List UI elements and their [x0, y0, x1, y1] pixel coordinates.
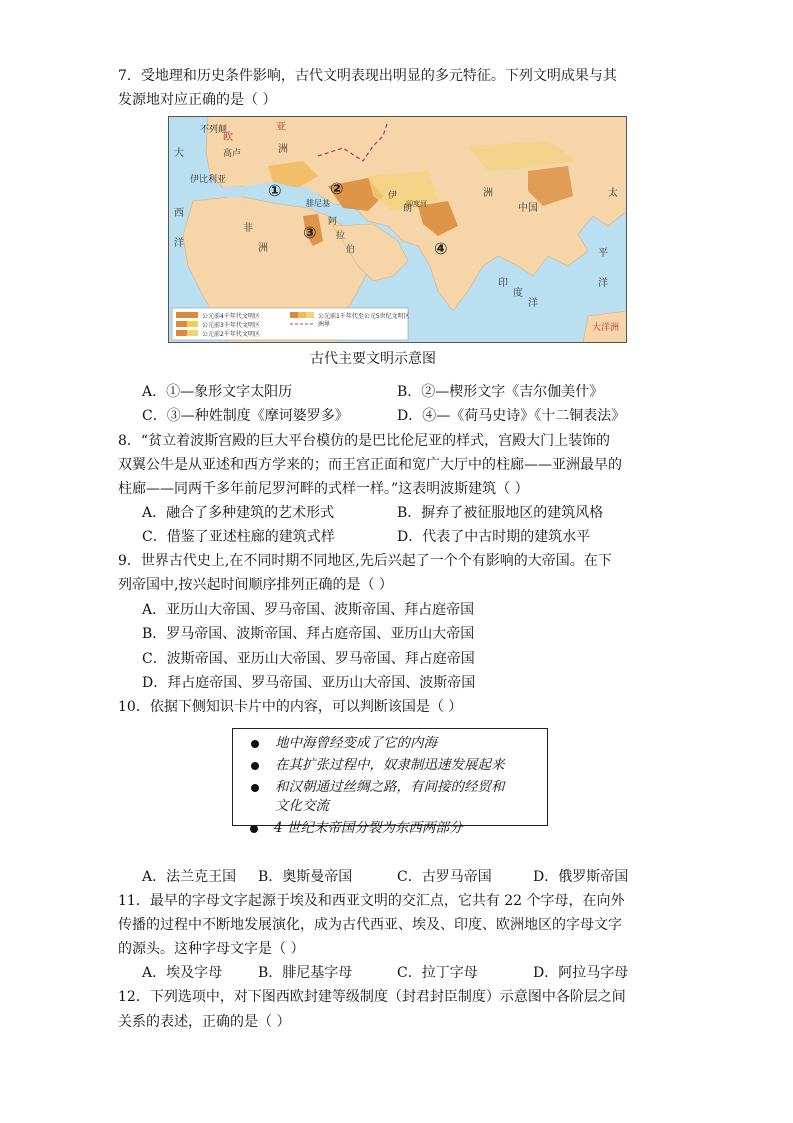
q12-stem-line1: 12．下列选项中，对下图西欧封建等级制度（封君封臣制度）示意图中各阶层之间: [118, 989, 626, 1005]
q10-stem: 10．依据下侧知识卡片中的内容，可以判断该国是（ ）: [118, 699, 463, 715]
legend-swatch-4k: [176, 312, 198, 318]
map-label-buliedian: 不列颠: [200, 125, 228, 135]
map-label-yibiliya: 伊比利亚: [190, 175, 227, 185]
q10-option-a[interactable]: A．法兰克王国: [142, 869, 237, 885]
legend-swatch-1k: [306, 312, 314, 318]
legend-label-2k: 公元前2千年代文明区: [202, 331, 260, 338]
card-item-3-cont: 文化交流: [275, 798, 329, 814]
q7-stem-line1: 7．受地理和历史条件影响，古代文明表现出明显的多元特征。下列文明成果与其: [118, 68, 617, 84]
q8-option-a[interactable]: A．融合了多种建筑的艺术形式: [142, 505, 335, 521]
q8-option-b[interactable]: B．摒弃了被征服地区的建筑风格: [397, 505, 604, 521]
map-label-europe1: 欧: [223, 132, 233, 143]
map-label-taipingyang1: 太: [608, 188, 618, 199]
q8-stem-line3: 柱廊——同两千多年前尼罗河畔的式样一样。”这表明波斯建筑（ ）: [118, 481, 529, 497]
legend-swatch-3k: [187, 321, 198, 327]
q9-option-a[interactable]: A．亚历山大帝国、罗马帝国、波斯帝国、拜占庭帝国: [142, 602, 475, 618]
q10-option-d[interactable]: D．俄罗斯帝国: [533, 869, 629, 885]
q11-stem-line2: 传播的过程中不断地发展演化，成为古代西亚、埃及、印度、欧洲地区的字母文字: [118, 917, 622, 933]
bullet-icon: [251, 784, 259, 792]
map-label-yilang: 伊: [388, 191, 398, 201]
q9-option-c[interactable]: C．波斯帝国、亚历山大帝国、罗马帝国、拜占庭帝国: [142, 651, 475, 667]
bullet-icon: [250, 825, 258, 833]
q9-option-b[interactable]: B．罗马帝国、波斯帝国、拜占庭帝国、亚历山大帝国: [142, 626, 475, 642]
map-label-a: 阿: [328, 217, 338, 227]
q10-option-c[interactable]: C．古罗马帝国: [397, 869, 492, 885]
q11-option-b[interactable]: B．腓尼基字母: [258, 965, 353, 981]
map-label-yindu2: 度: [513, 288, 523, 299]
map-legend: [172, 308, 410, 340]
map-label-daxiyang3: 洋: [174, 238, 184, 249]
q10-option-b[interactable]: B．奥斯曼帝国: [258, 869, 353, 885]
q11-option-c[interactable]: C．拉丁字母: [397, 965, 478, 981]
legend-swatch-2k: [187, 330, 198, 336]
legend-label-3k: 公元前3千年代文明区: [202, 322, 260, 329]
map-label-feinibei: 腓尼基: [306, 199, 330, 208]
q11-stem-line1: 11．最早的字母文字起源于埃及和西亚文明的交汇点，它共有 22 个字母，在向外: [118, 893, 625, 909]
map-label-feizhou2: 洲: [258, 243, 268, 254]
q8-stem-line2: 双翼公牛是从亚述和西方学来的；而王宫正面和宽广大厅中的柱廊——亚洲最早的: [118, 457, 622, 473]
q7-option-b[interactable]: B．②—楔形文字《吉尔伽美什》: [397, 384, 604, 400]
q12-stem-line2: 关系的表述，正确的是（ ）: [118, 1014, 291, 1030]
map-caption: 古代主要文明示意图: [310, 351, 436, 367]
map-label-yinduhe: 印度河: [406, 200, 427, 208]
legend-label-1k: 公元前1千年代至公元5世纪文明区: [318, 313, 410, 320]
q7-option-c[interactable]: C．③—种姓制度《摩诃婆罗多》: [142, 408, 349, 424]
q8-stem-line1: 8．“贫立着波斯宫殿的巨大平台模仿的是巴比伦尼亚的样式，宫殿大门上装饰的: [118, 433, 611, 449]
map-marker-3: ③: [303, 223, 317, 242]
q7-option-a[interactable]: A．①—象形文字太阳历: [142, 384, 293, 400]
map-marker-2: ②: [330, 179, 344, 198]
map-label-yindu3: 洋: [528, 298, 538, 309]
map-label-daxiyang2: 西: [174, 208, 184, 219]
map-label-europe2: 洲: [278, 144, 288, 155]
map-label-lang: 朗: [403, 204, 413, 214]
q9-stem-line2: 列帝国中,按兴起时间顺序排列正确的是（ ）: [118, 577, 393, 593]
q11-option-a[interactable]: A．埃及字母: [142, 965, 223, 981]
q7-stem-line2: 发源地对应正确的是（ ）: [118, 92, 277, 108]
ancient-civilizations-map: [168, 116, 627, 343]
map-label-taipingyang3: 洋: [598, 278, 608, 289]
card-item-1: 地中海曾经变成了它的内海: [251, 733, 437, 753]
map-label-zhou-asia: 洲: [483, 188, 493, 199]
q11-stem-line3: 的源头。这种字母文字是（ ）: [118, 941, 305, 957]
q8-option-c[interactable]: C．借鉴了亚述柱廊的建筑式样: [142, 529, 335, 545]
map-label-bo: 伯: [346, 245, 356, 255]
map-label-yindu1: 印: [498, 278, 508, 289]
bullet-icon: [251, 740, 259, 748]
card-item-3: 和汉朝通过丝绸之路，有间接的经贸和: [251, 777, 505, 797]
map-label-asia1: 亚: [276, 122, 286, 133]
card-item-4: 4 世纪末帝国分裂为东西两部分: [250, 818, 462, 838]
bullet-icon: [251, 762, 259, 770]
map-marker-4: ④: [434, 239, 448, 258]
q7-option-d[interactable]: D．④—《荷马史诗》《十二铜表法》: [397, 408, 626, 424]
q11-option-d[interactable]: D．阿拉马字母: [533, 965, 629, 981]
map-label-zhongguo: 中国: [518, 203, 538, 214]
map-label-la: 拉: [336, 231, 346, 241]
map-label-daxiyang1: 大: [174, 148, 184, 159]
q9-option-d[interactable]: D．拜占庭帝国、罗马帝国、亚历山大帝国、波斯帝国: [142, 675, 476, 691]
q9-stem-line1: 9．世界古代史上,在不同时期不同地区,先后兴起了一个个有影响的大帝国。在下: [118, 553, 612, 569]
legend-label-border: 洲界: [318, 321, 331, 328]
knowledge-card: [232, 728, 548, 826]
map-label-dayangzhou: 大洋洲: [592, 323, 620, 333]
card-item-2: 在其扩张过程中，奴隶制迅速发展起来: [251, 755, 505, 775]
map-label-gaolu: 高卢: [223, 149, 242, 159]
map-label-feizhou1: 非: [243, 223, 253, 234]
q8-option-d[interactable]: D．代表了中古时期的建筑水平: [397, 529, 591, 545]
map-label-taipingyang2: 平: [598, 248, 608, 259]
map-marker-1: ①: [268, 181, 282, 200]
legend-label-4k: 公元前4千年代文明区: [202, 313, 260, 320]
